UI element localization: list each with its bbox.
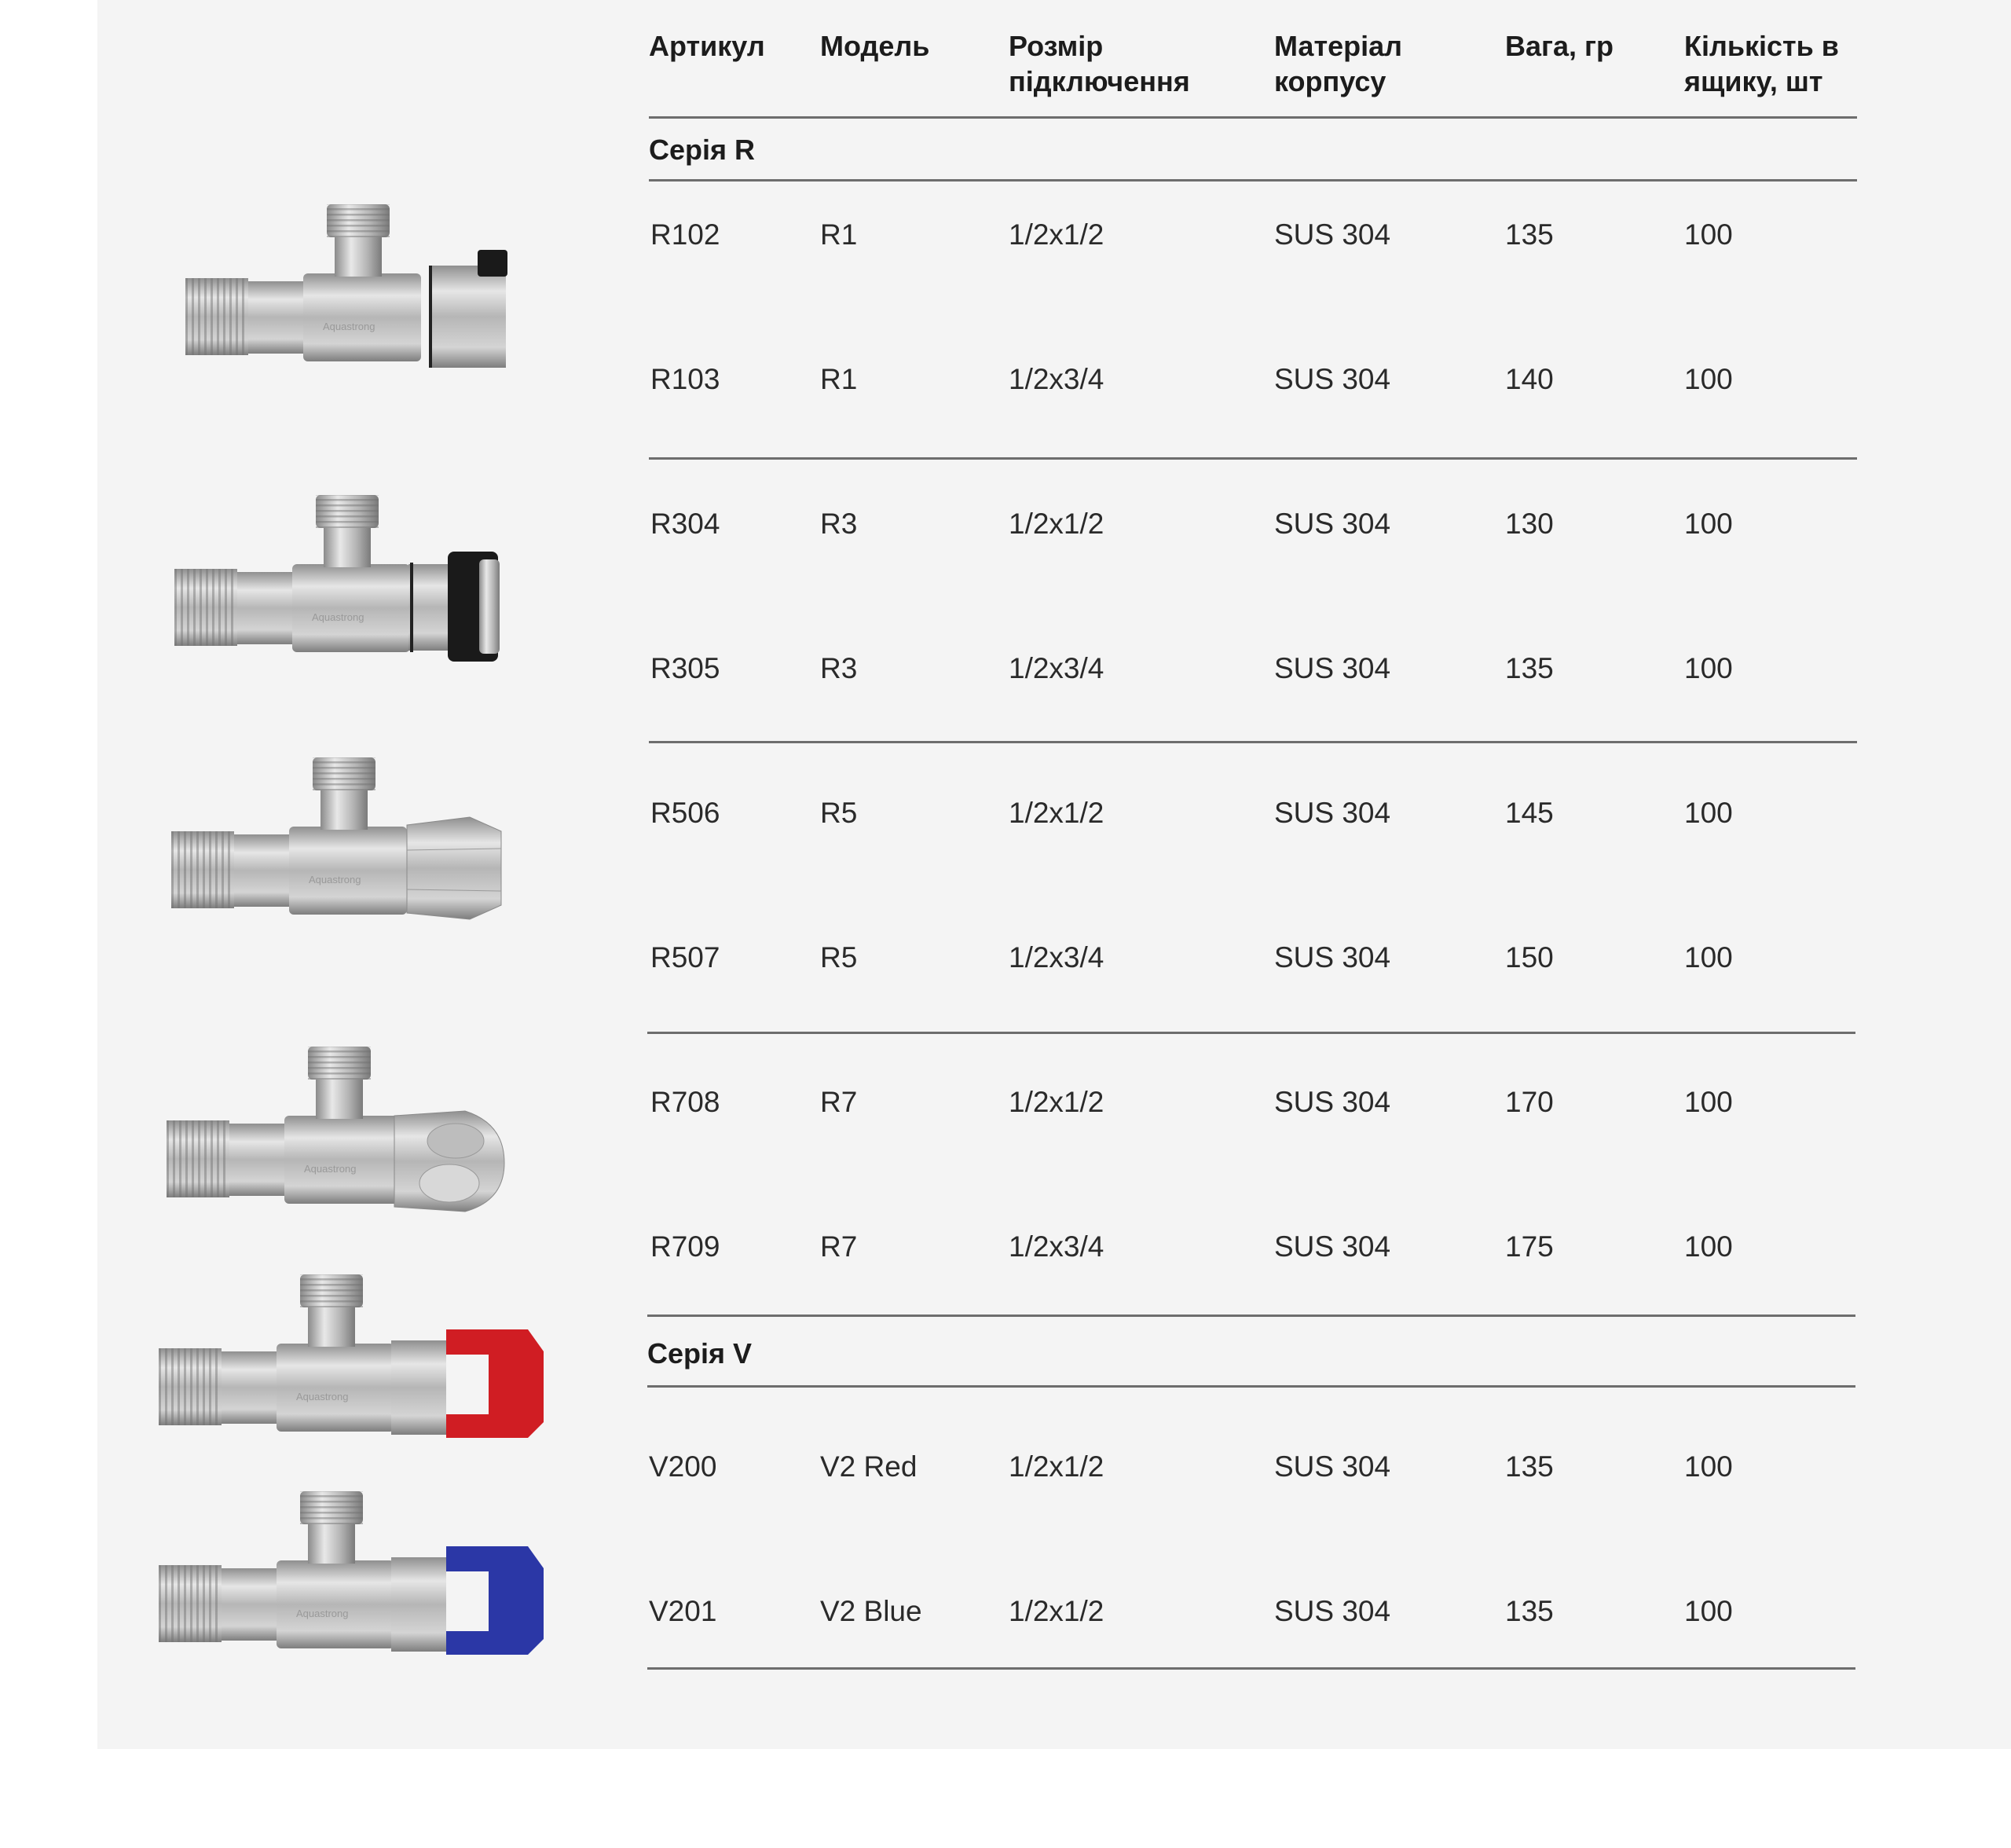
table-cell-article: V201	[649, 1595, 717, 1627]
table-cell-qty: 100	[1684, 1086, 1733, 1118]
table-cell-qty: 100	[1684, 218, 1733, 251]
table-cell-model: R1	[820, 363, 858, 395]
series-v-title: Серія V	[647, 1337, 753, 1370]
divider	[647, 1385, 1855, 1388]
table-cell-qty: 100	[1684, 1230, 1733, 1263]
table-cell-qty: 100	[1684, 363, 1733, 395]
table-cell-qty: 100	[1684, 1450, 1733, 1483]
table-cell-qty: 100	[1684, 1595, 1733, 1627]
table-cell-size: 1/2x3/4	[1009, 652, 1104, 684]
table-cell-material: SUS 304	[1274, 941, 1391, 974]
divider	[649, 457, 1857, 460]
col-header-material: Матеріал корпусу	[1274, 30, 1402, 97]
table-cell-article: R709	[650, 1230, 720, 1263]
table-cell-size: 1/2x1/2	[1009, 1595, 1104, 1627]
valve-product-image	[174, 493, 575, 682]
col-header-article: Артикул	[649, 30, 765, 62]
brand-engraving: Aquastrong	[312, 611, 364, 623]
table-cell-weight: 135	[1505, 1450, 1554, 1483]
table-cell-model: R3	[820, 508, 858, 540]
table-cell-model: R1	[820, 218, 858, 251]
table-cell-weight: 135	[1505, 652, 1554, 684]
col-header-weight: Вага, гр	[1505, 30, 1614, 62]
table-cell-article: R708	[650, 1086, 720, 1118]
col-header-size: Розмір підключення	[1009, 30, 1190, 97]
table-cell-qty: 100	[1684, 652, 1733, 684]
header-divider	[649, 116, 1857, 119]
table-cell-size: 1/2x3/4	[1009, 363, 1104, 395]
table-cell-weight: 130	[1505, 508, 1554, 540]
table-cell-model: R7	[820, 1086, 858, 1118]
table-cell-article: R305	[650, 652, 720, 684]
table-cell-material: SUS 304	[1274, 1450, 1391, 1483]
table-cell-qty: 100	[1684, 941, 1733, 974]
table-bottom-rule	[647, 1667, 1855, 1670]
divider	[647, 1032, 1855, 1034]
brand-engraving: Aquastrong	[309, 874, 361, 886]
table-cell-material: SUS 304	[1274, 218, 1391, 251]
table-cell-material: SUS 304	[1274, 508, 1391, 540]
table-cell-material: SUS 304	[1274, 363, 1391, 395]
table-cell-material: SUS 304	[1274, 1595, 1391, 1627]
valve-product-image	[159, 1273, 559, 1461]
table-cell-size: 1/2x1/2	[1009, 1086, 1104, 1118]
table-cell-article: R102	[650, 218, 720, 251]
table-cell-size: 1/2x3/4	[1009, 941, 1104, 974]
valve-product-image	[185, 203, 586, 391]
table-cell-size: 1/2x1/2	[1009, 508, 1104, 540]
table-cell-weight: 150	[1505, 941, 1554, 974]
valve-product-image	[171, 756, 572, 944]
table-cell-qty: 100	[1684, 797, 1733, 829]
col-header-model: Модель	[820, 30, 930, 62]
table-cell-weight: 145	[1505, 797, 1554, 829]
table-cell-weight: 140	[1505, 363, 1554, 395]
brand-engraving: Aquastrong	[304, 1163, 357, 1175]
table-cell-weight: 170	[1505, 1086, 1554, 1118]
divider	[647, 1314, 1855, 1317]
table-cell-article: R507	[650, 941, 720, 974]
table-cell-qty: 100	[1684, 508, 1733, 540]
series-r-title: Серія R	[649, 134, 756, 166]
table-cell-model: V2 Red	[820, 1450, 918, 1483]
table-cell-article: V200	[649, 1450, 717, 1483]
table-cell-article: R103	[650, 363, 720, 395]
brand-engraving: Aquastrong	[296, 1391, 349, 1402]
table-cell-size: 1/2x1/2	[1009, 797, 1104, 829]
table-cell-model: V2 Blue	[820, 1595, 922, 1627]
table-cell-model: R7	[820, 1230, 858, 1263]
divider	[649, 741, 1857, 743]
table-cell-size: 1/2x3/4	[1009, 1230, 1104, 1263]
table-cell-size: 1/2x1/2	[1009, 218, 1104, 251]
brand-engraving: Aquastrong	[323, 321, 375, 332]
table-cell-material: SUS 304	[1274, 1086, 1391, 1118]
table-cell-material: SUS 304	[1274, 652, 1391, 684]
col-header-qty: Кількість в ящику, шт	[1684, 30, 1839, 97]
valve-product-image	[159, 1490, 559, 1678]
table-cell-model: R5	[820, 797, 858, 829]
divider	[649, 179, 1857, 182]
table-cell-weight: 135	[1505, 1595, 1554, 1627]
table-cell-weight: 175	[1505, 1230, 1554, 1263]
table-cell-material: SUS 304	[1274, 1230, 1391, 1263]
valve-product-image	[167, 1045, 567, 1234]
table-cell-article: R304	[650, 508, 720, 540]
table-cell-weight: 135	[1505, 218, 1554, 251]
table-cell-model: R5	[820, 941, 858, 974]
brand-engraving: Aquastrong	[296, 1608, 349, 1619]
table-cell-model: R3	[820, 652, 858, 684]
table-cell-material: SUS 304	[1274, 797, 1391, 829]
table-cell-size: 1/2x1/2	[1009, 1450, 1104, 1483]
table-cell-article: R506	[650, 797, 720, 829]
